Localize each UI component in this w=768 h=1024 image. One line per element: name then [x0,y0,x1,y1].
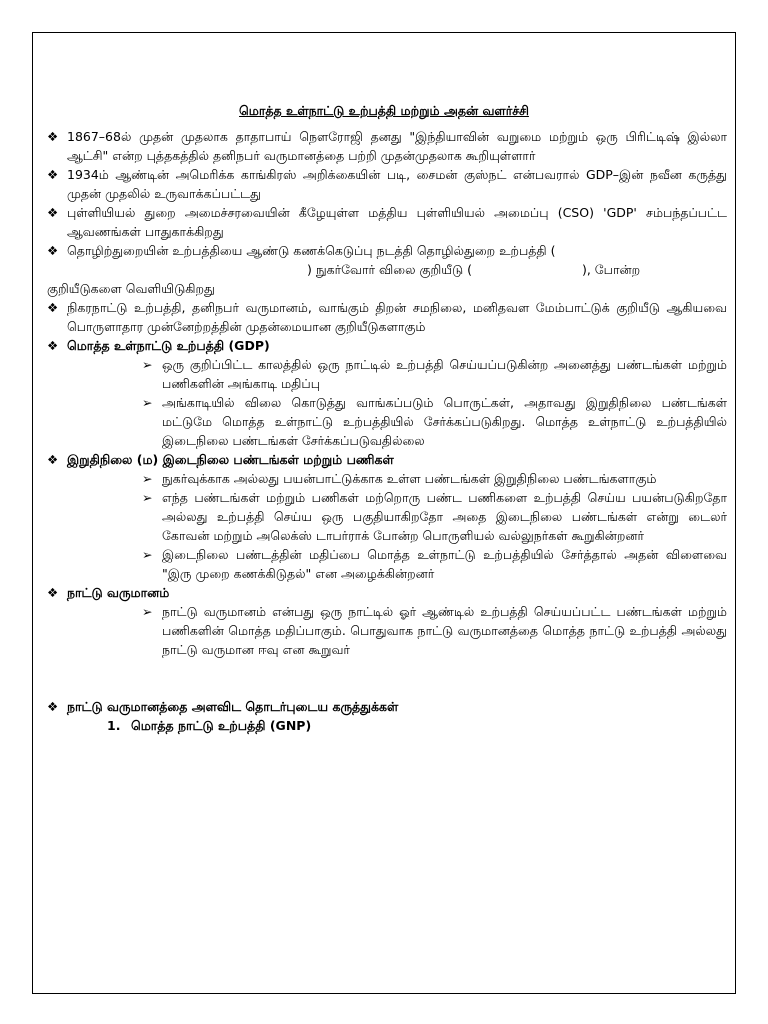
bullet-item [47,241,727,279]
sub-bullet-text: நாட்டு வருமானம் என்பது ஒரு நாட்டில் ஓர் ஆண்டில் உற்பத்தி செய்யப்பட்ட பண்டங்கள் மற்றும் பணிகளின் மொத்த மதிப்பாகும். பொதுவாக நாட்டு வருமானத்தை மொத்த நாட்டு உற்பத்தி அல்லது நாட்டு வருமான ஈவு என கூறுவர் [162,604,727,657]
sub-bullet-item [142,602,727,659]
arrow-bullet-icon: ➢ [142,490,153,505]
document-body [47,127,727,735]
bullet-item [47,298,727,336]
bullet-text: 1934ம் ஆண்டின் அமெரிக்க காங்கிரஸ் அறிக்கையின் படி, சைமன் குஸ்நட் என்பவரால் GDP–இன் நவீன கருத்து முதன் முதலில் உருவாக்கப்பட்டது [67,167,727,201]
bullet-item [47,165,727,203]
section-heading-final-goods [47,450,727,469]
arrow-bullet-icon: ➢ [142,604,153,619]
section-heading-concepts [47,697,727,716]
sub-bullet-text: ஒரு குறிப்பிட்ட காலத்தில் ஒரு நாட்டில் உற்பத்தி செய்யப்படுகின்ற அனைத்து பண்டங்கள் மற்றும் பணிகளின் அங்காடி மதிப்பு [162,357,727,391]
arrow-bullet-icon: ➢ [142,395,153,410]
section-heading-text: இறுதிநிலை (ம) இடைநிலை பண்டங்கள் மற்றும் பணிகள் [67,452,394,467]
sub-bullet-item [142,469,727,488]
bullet-text: புள்ளியியல் துறை அமைச்சரவையின் கீழேயுள்ள மத்திய புள்ளியியல் அமைப்பு (CSO) 'GDP' சம்பந்தப்பட்ட ஆவணங்கள் பாதுகாக்கிறது [67,205,727,239]
spacer [47,659,727,697]
diamond-bullet-icon: ❖ [47,300,59,315]
bullet-text-line2a: ) நுகர்வோர் விலை குறியீடு ( [307,262,472,277]
arrow-bullet-icon: ➢ [142,547,153,562]
diamond-bullet-icon: ❖ [47,205,59,220]
diamond-bullet-icon: ❖ [47,167,59,182]
page-title: மொத்த உள்நாட்டு உற்பத்தி மற்றும் அதன் வளர்ச்சி [239,103,529,118]
sub-bullet-item [142,355,727,393]
bullet-item [47,127,727,165]
sub-bullet-item [142,393,727,450]
diamond-bullet-icon: ❖ [47,129,59,144]
section-heading-text: நாட்டு வருமானத்தை அளவிட தொடர்புடைய கருத்துக்கள் [67,699,399,714]
sub-bullet-text: நுகர்வுக்காக அல்லது பயன்பாட்டுக்காக உள்ள பண்டங்கள் இறுதிநிலை பண்டங்களாகும் [162,471,657,486]
sub-bullet-item [142,545,727,583]
section-heading-text: நாட்டு வருமானம் [67,585,170,600]
diamond-bullet-icon: ❖ [47,699,59,714]
bullet-continuation: குறியீடுகளை வெளியிடுகிறது [47,281,215,296]
bullet-text-line2 [67,260,727,279]
numbered-item-number: 1. [107,718,121,733]
section-heading-text: மொத்த உள்நாட்டு உற்பத்தி (GDP) [67,338,270,353]
arrow-bullet-icon: ➢ [142,357,153,372]
bullet-text-line2b: ), போன்ற [581,262,641,277]
diamond-bullet-icon: ❖ [47,452,59,467]
bullet-item [47,203,727,241]
numbered-item-text: மொத்த நாட்டு உற்பத்தி (GNP) [131,718,312,733]
diamond-bullet-icon: ❖ [47,585,59,600]
diamond-bullet-icon: ❖ [47,338,59,353]
sub-bullet-text: அங்காடியில் விலை கொடுத்து வாங்கப்படும் பொருட்கள், அதாவது இறுதிநிலை பண்டங்கள் மட்டுமே மொத்த உள்நாட்டு உற்பத்தியில் சேர்க்கப்படுகிறது. மொத்த உள்நாட்டு உற்பத்தியில் இடைநிலை பண்டங்கள் சேர்க்கப்படுவதில்லை [162,395,727,448]
bullet-text: நிகரநாட்டு உற்பத்தி, தனிநபர் வருமானம், வாங்கும் திறன் சமநிலை, மனிதவள மேம்பாட்டுக் குறியீடு ஆகியவை பொருளாதார முன்னேற்றத்தின் முதன்மையான குறியீடுகளாகும் [67,300,727,334]
sub-bullet-text: எந்த பண்டங்கள் மற்றும் பணிகள் மற்றொரு பண்ட பணிகளை உற்பத்தி செய்ய பயன்படுகிறதோ அல்லது உற்பத்தி செய்ய ஒரு பகுதியாகிறதோ அதை இடைநிலை பண்டங்கள் என்று டைலர் கோவன் மற்றும் அலெக்ஸ் டாபர்ராக் போன்ற பொருளியல் வல்லுநர்கள் கூறுகின்றனர் [162,490,727,543]
document-page [32,32,736,994]
section-heading-national-income [47,583,727,602]
bullet-text-line1: தொழிற்துறையின் உற்பத்தியை ஆண்டு கணக்கெடுப்பு நடத்தி தொழில்துறை உற்பத்தி ( [67,243,556,258]
arrow-bullet-icon: ➢ [142,471,153,486]
section-heading-gdp [47,336,727,355]
numbered-item [107,716,727,735]
bullet-text: 1867–68ல் முதன் முதலாக தாதாபாய் நௌரோஜி தனது "இந்தியாவின் வறுமை மற்றும் ஒரு பிரிட்டிஷ் இல்லா ஆட்சி" என்ற புத்தகத்தில் தனிநபர் வருமானத்தை பற்றி முதன்முதலாக கூறியுள்ளார் [67,129,727,163]
diamond-bullet-icon: ❖ [47,243,59,258]
sub-bullet-item [142,488,727,545]
sub-bullet-text: இடைநிலை பண்டத்தின் மதிப்பை மொத்த உள்நாட்டு உற்பத்தியில் சேர்த்தால் அதன் விளைவை "இரு முறை கணக்கிடுதல்" என அழைக்கின்றனர் [162,547,727,581]
